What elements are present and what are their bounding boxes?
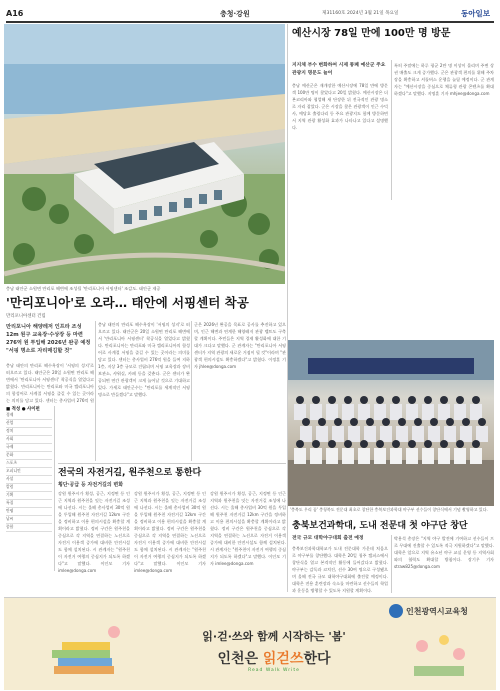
- photo1-caption: 충남 태안군 소원면 만리포 해변에 조성될 '만리포니아 서핑센터' 조감도. 태안군 제공: [6, 286, 161, 291]
- ad-tagline: [164, 648, 384, 668]
- issue-meta: 제31160호 2024년 3월 21일 목요일: [322, 11, 399, 16]
- player-body: [454, 448, 466, 464]
- player-head: [334, 418, 342, 426]
- player-body: [364, 426, 376, 442]
- column-divider: [391, 60, 392, 200]
- player-head: [360, 396, 368, 404]
- player-body: [342, 448, 354, 464]
- player-body: [326, 448, 338, 464]
- player-head: [302, 418, 310, 426]
- index-row: 사설: [6, 476, 52, 484]
- article4-body-b: 박용석 총장은 "지역 야구 발전에 기여하고 선수들이 프로 무대에 진출할 수 있도록 적극 지원하겠다"고 말했다. 대학은 앞으로 지역 유소년 야구 교실 운영 등 지역사회와의 협력도 확대할 방침이다. 장기우 기자 straw825@donga.com: [394, 536, 494, 569]
- player-head: [350, 418, 358, 426]
- index-row: 오피니언: [6, 468, 52, 476]
- article3-body-b: 특히 주말에는 하루 평균 2만 명 이상이 몰리며 주변 상권 매출도 크게 증가했다. 군은 관광객 편의를 위해 주차장을 확충하고 셔틀버스 운행을 늘릴 예정이다. 군 관계자는 "예산시장을 중심으로 체류형 관광 콘텐츠를 확대하겠다"고 말했다. 지명훈 기자 mhjee@donga.com: [394, 63, 494, 96]
- player-body: [332, 426, 344, 442]
- player-body: [470, 448, 482, 464]
- player-body: [310, 404, 322, 420]
- player-head: [456, 440, 464, 448]
- player-head: [382, 418, 390, 426]
- player-body: [348, 426, 360, 442]
- education-office-ad: [4, 597, 496, 690]
- index-row: 경제: [6, 412, 52, 420]
- org-logo-icon: [389, 604, 403, 618]
- player-head: [312, 396, 320, 404]
- player-body: [310, 448, 322, 464]
- player-body: [476, 426, 488, 442]
- header-rule: [6, 21, 494, 23]
- player-head: [392, 440, 400, 448]
- player-body: [294, 404, 306, 420]
- article1-body-c: 군은 2026년 완공을 목표로 공사를 추진하고 있으며, 인근 해변과 연계한 해양레저 관광 벨트도 구축할 계획이다. 주민들은 지역 경제 활성화에 대한 기대가 크다고 말했다. 군 관계자는 "만리포니아 서핑센터가 지역 관광의 새로운 거점이 될 것"이라며 "관광객 편의시설도 확충하겠다"고 밝혔다. 이정훈 기자 jhlee@donga.com: [194, 322, 286, 369]
- article1-subheads: [6, 323, 94, 355]
- article3-body-a: 충남 예산군은 재개장한 예산시장에 78일 만에 방문객 100만 명이 찾았다고 20일 밝혔다. 예산시장은 더본코리아와 협업해 새 단장한 뒤 전국적인 관광 명소로 자리 잡았다. 군은 시장을 찾은 관광객이 인근 수덕사, 예당호 출렁다리 등 주요 관광지도 함께 방문하면서 지역 관광 활성화 효과가 나타나고 있다고 설명했다.: [292, 83, 388, 130]
- index-list: [6, 412, 52, 532]
- article2-body-c: 강원 원주시가 횡성, 공근, 지정면 등 인근 지역과 원주천을 잇는 자전거길 조성에 나선다. 시는 올해 총사업비 30억 원을 투입해 원주천 자전거길 12km 구간을 정비하고 이용 편의시설을 확충할 계획이라고 밝혔다. 정비 구간은 원주천을 중심으로 각 지역을 연결하는 노선으로 자전거 이용객 증가에 대비한 안전시설도 함께 설치된다. 시 관계자는 "원주천이 자전거 여행의 중심지가 되도록 하겠다"고 말했다. 이인모 기자 imlee@donga.com: [210, 491, 286, 566]
- player-body: [470, 404, 482, 420]
- ad-slogan: 읽·걷·쓰와 함께 시작하는 '봄': [202, 630, 346, 643]
- tagline-pre: 인천은: [217, 651, 259, 667]
- player-body: [326, 404, 338, 420]
- player-head: [344, 396, 352, 404]
- photo2-caption: '충북도 우리 꿈' 충청북도 전문대 최초로 창단한 충북보건과학대 야구부 선수들이 창단식에서 기념 촬영하고 있다.: [290, 507, 488, 512]
- player-head: [440, 396, 448, 404]
- article3-subhead: 지지체 부수 변화하여 시제 통폐 예산군 주요 관광지 명문도 늘어: [292, 63, 386, 76]
- player-body: [300, 426, 312, 442]
- article1-byline: 만리포니아센터 건립: [6, 314, 46, 319]
- player-body: [438, 404, 450, 420]
- player-head: [328, 440, 336, 448]
- index-row: 국제: [6, 444, 52, 452]
- player-body: [316, 426, 328, 442]
- player-head: [398, 418, 406, 426]
- article2-headline: 전국의 자전거길, 원주천으로 통한다: [58, 468, 202, 478]
- player-head: [414, 418, 422, 426]
- surf-center-rendering: [4, 24, 285, 284]
- player-body: [342, 404, 354, 420]
- subhead-4: "서핑 명소로 자리매김할 것": [6, 348, 72, 354]
- player-body: [438, 448, 450, 464]
- player-head: [328, 396, 336, 404]
- article2-body-b: 강원 원주시가 횡성, 공근, 지정면 등 인근 지역과 원주천을 잇는 자전거길 조성에 나선다. 시는 올해 총사업비 30억 원을 투입해 원주천 자전거길 12km 구간을 정비하고 이용 편의시설을 확충할 계획이라고 밝혔다. 정비 구간은 원주천을 중심으로 각 지역을 연결하는 노선으로 자전거 이용객 증가에 대비한 안전시설도 함께 설치된다. 시 관계자는 "원주천이 자전거 여행의 중심지가 되도록 하겠다"고 말했다. 이인모 기자 imlee@donga.com: [134, 491, 206, 573]
- player-head: [318, 418, 326, 426]
- newspaper-logo: 동아일보: [461, 9, 490, 18]
- ad-org: 인천광역시교육청: [406, 607, 468, 616]
- index-title: ■ 적성 ● 사이펀: [6, 407, 40, 412]
- column-divider: [191, 321, 192, 461]
- column-divider: [54, 406, 55, 571]
- player-head: [312, 440, 320, 448]
- article4-subhead: 전국 규모 대학야구대회 출전 예정: [292, 536, 364, 541]
- article3-headline: 예산시장 78일 만에 100만 명 방문: [292, 28, 451, 39]
- player-head: [430, 418, 438, 426]
- player-body: [396, 426, 408, 442]
- article1-body-a: 충남 태안의 만리포 해수욕장이 '서핑의 성지'로 떠오르고 있다. 태안군은 20일 소원면 만리포 해변에서 '만리포니아 서핑센터' 착공식을 열었다고 밝혔다. 만리포니아는 만리포와 미국 캘리포니아의 합성어로 사계절 서핑을 즐길 수 있는 곳이라는 의미를 담고 있다. 센터는 총사업비 276억 원: [6, 363, 94, 403]
- player-head: [472, 396, 480, 404]
- ad-sub-words: Read Walk Write: [248, 668, 300, 673]
- player-head: [366, 418, 374, 426]
- player-body: [422, 448, 434, 464]
- player-body: [374, 448, 386, 464]
- player-body: [454, 404, 466, 420]
- player-head: [424, 440, 432, 448]
- index-box: [6, 406, 52, 571]
- player-body: [444, 426, 456, 442]
- player-body: [422, 404, 434, 420]
- player-head: [376, 396, 384, 404]
- index-row: 날씨: [6, 516, 52, 524]
- column-divider: [287, 24, 288, 592]
- player-head: [360, 440, 368, 448]
- index-row: 만평: [6, 508, 52, 516]
- player-head: [344, 440, 352, 448]
- baseball-team-photo: [288, 340, 494, 506]
- player-head: [440, 440, 448, 448]
- article4-body-a: 충북보건과학대학교가 도내 전문대학 가운데 처음으로 야구부를 창단했다. 대학은 20일 청주 캠퍼스에서 창단식을 열고 본격적인 활동에 들어갔다고 밝혔다. 야구부는 감독과 코치진, 선수 30여 명으로 구성됐으며 올해 전국 규모 대학야구대회에 출전할 예정이다. 대학은 전용 훈련장과 숙소를 마련하고 선수들의 학업과 운동을 병행할 수 있도록 지원할 계획이다.: [292, 546, 388, 593]
- article1-body-b: 충남 태안의 만리포 해수욕장이 '서핑의 성지'로 떠오르고 있다. 태안군은 20일 소원면 만리포 해변에서 '만리포니아 서핑센터' 착공식을 열었다고 밝혔다. 만리포니아는 만리포와 미국 캘리포니아의 합성어로 사계절 서핑을 즐길 수 있는 곳이라는 의미를 담고 있다. 센터는 총사업비 276억 원을 들여 지하 1층, 지상 3층 규모로 건립되며 서핑 교육장과 장비 보관소, 샤워실, 카페 등을 갖춘다. 군은 센터가 완공되면 연간 관광객이 크게 늘어날 것으로 기대하고 있다. 가세로 태안군수는 "만리포를 세계적인 서핑 명소로 만들겠다"고 말했다.: [98, 322, 190, 397]
- player-head: [478, 418, 486, 426]
- player-head: [408, 440, 416, 448]
- tagline-post: 한다: [303, 651, 331, 667]
- index-row: 특집: [6, 500, 52, 508]
- index-row: 사회: [6, 436, 52, 444]
- article4-headline: 충북보건과학대, 도내 전문대 첫 야구단 창단: [292, 521, 468, 531]
- player-head: [472, 440, 480, 448]
- index-row: 산업: [6, 420, 52, 428]
- section-divider: [58, 463, 286, 464]
- player-head: [446, 418, 454, 426]
- player-head: [424, 396, 432, 404]
- index-row: 정치: [6, 428, 52, 436]
- index-row: 종합: [6, 524, 52, 532]
- player-head: [296, 396, 304, 404]
- player-body: [406, 404, 418, 420]
- player-head: [392, 396, 400, 404]
- books-illustration: [44, 620, 134, 686]
- player-body: [294, 448, 306, 464]
- subhead-3: 276억 원 투입해 2026년 완공 예정: [6, 340, 91, 346]
- player-body: [460, 426, 472, 442]
- player-head: [456, 396, 464, 404]
- player-body: [406, 448, 418, 464]
- column-divider: [95, 321, 96, 461]
- index-row: 칼럼: [6, 484, 52, 492]
- column-divider: [391, 535, 392, 593]
- player-body: [358, 448, 370, 464]
- player-head: [296, 440, 304, 448]
- player-body: [428, 426, 440, 442]
- player-body: [358, 404, 370, 420]
- article2-subhead: 횡단·공급 등 자전거길의 변화: [58, 482, 124, 488]
- index-row: 문화: [6, 452, 52, 460]
- article2-body-a: 강원 원주시가 횡성, 공근, 지정면 등 인근 지역과 원주천을 잇는 자전거길 조성에 나선다. 시는 올해 총사업비 30억 원을 투입해 원주천 자전거길 12km 구간을 정비하고 이용 편의시설을 확충할 계획이라고 밝혔다. 정비 구간은 원주천을 중심으로 각 지역을 연결하는 노선으로 자전거 이용객 증가에 대비한 안전시설도 함께 설치된다. 시 관계자는 "원주천이 자전거 여행의 중심지가 되도록 하겠다"고 말했다. 이인모 기자 imlee@donga.com: [58, 491, 130, 573]
- article1-headline: '만리포니아'로 오라… 태안에 서핑센터 착공: [6, 295, 249, 310]
- page-number: A16: [6, 9, 24, 18]
- player-body: [374, 404, 386, 420]
- player-head: [462, 418, 470, 426]
- section-name: 충청·강원: [220, 10, 250, 18]
- subhead-2: 12m 원구 교육장·수상장 등 마련: [6, 332, 83, 338]
- player-body: [390, 404, 402, 420]
- player-body: [412, 426, 424, 442]
- player-head: [408, 396, 416, 404]
- index-row: 스포츠: [6, 460, 52, 468]
- player-body: [390, 448, 402, 464]
- index-row: 기획: [6, 492, 52, 500]
- player-head: [376, 440, 384, 448]
- subhead-1: 만리포니아 해양레저 인프라 조성: [6, 324, 82, 330]
- tagline-highlight: 읽걷쓰: [262, 651, 304, 667]
- flowers-illustration: [404, 626, 474, 686]
- player-body: [380, 426, 392, 442]
